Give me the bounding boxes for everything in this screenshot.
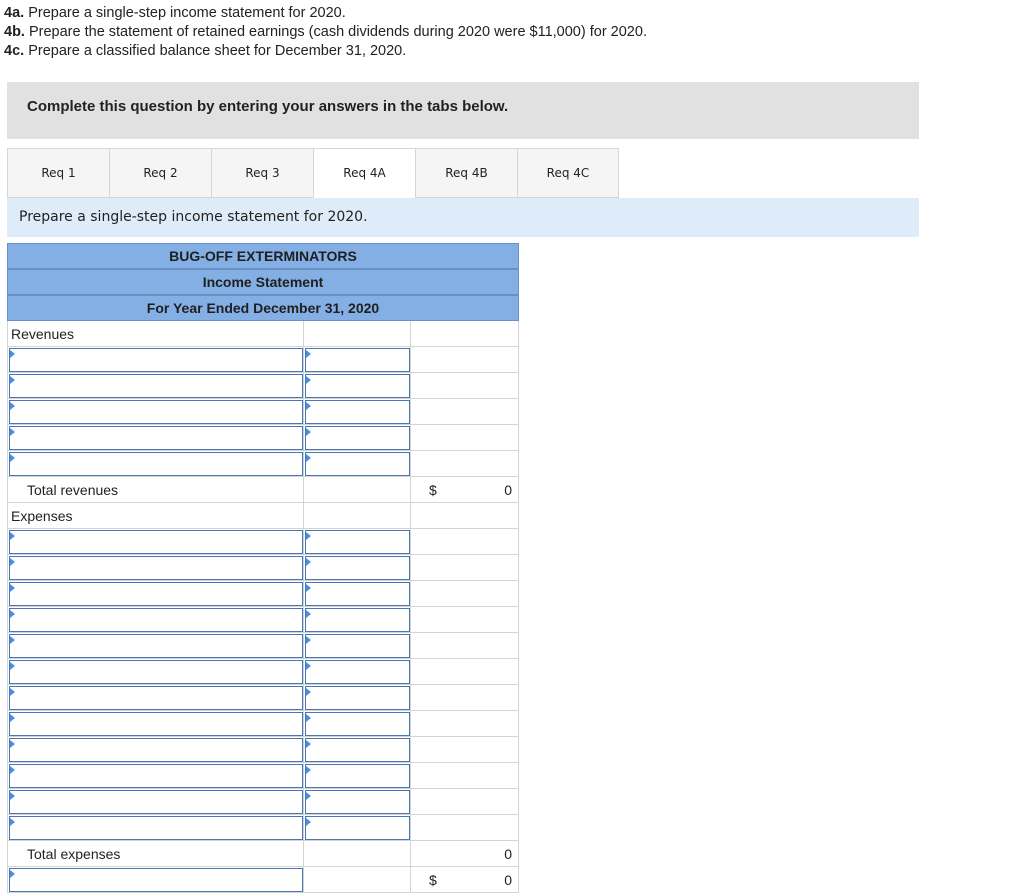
total-expenses	[7, 841, 519, 867]
expense-amount-input-8[interactable]	[305, 712, 410, 736]
expense-row	[7, 763, 519, 789]
revenue-row	[7, 425, 519, 451]
expense-row	[7, 607, 519, 633]
total-revenues-label: Total revenues	[27, 482, 119, 498]
instruction-4b: 4b. Prepare the statement of retained earnings (cash dividends during 2020 were $11,000) for 2020.	[4, 24, 647, 40]
expense-amount-input-4[interactable]	[305, 608, 410, 632]
expense-amount-input-9[interactable]	[305, 738, 410, 762]
net-income-dropdown[interactable]	[9, 868, 303, 892]
question-prompt	[7, 198, 919, 237]
revenues-heading-label: Revenues	[11, 326, 75, 342]
total-expenses-label: Total expenses	[27, 846, 121, 862]
revenue-account-dropdown-3[interactable]	[9, 400, 303, 424]
expenses-heading	[7, 503, 519, 529]
expense-row	[7, 737, 519, 763]
revenue-amount-input-2[interactable]	[305, 374, 410, 398]
expense-amount-input-2[interactable]	[305, 556, 410, 580]
revenue-row	[7, 373, 519, 399]
tab-req-1[interactable]: Req 1	[7, 148, 109, 198]
instruction-4a: 4a. Prepare a single-step income statement for 2020.	[4, 5, 346, 21]
revenue-account-dropdown-4[interactable]	[9, 426, 303, 450]
expense-account-dropdown-10[interactable]	[9, 764, 303, 788]
revenue-row	[7, 399, 519, 425]
revenue-row	[7, 451, 519, 477]
expense-amount-input-7[interactable]	[305, 686, 410, 710]
expense-row	[7, 659, 519, 685]
tab-req-2[interactable]: Req 2	[109, 148, 211, 198]
expense-row	[7, 633, 519, 659]
expense-account-dropdown-1[interactable]	[9, 530, 303, 554]
instructions	[4, 4, 647, 61]
revenues-heading	[7, 321, 519, 347]
expense-account-dropdown-9[interactable]	[9, 738, 303, 762]
tab-req-4b[interactable]: Req 4B	[415, 148, 517, 198]
revenue-account-dropdown-5[interactable]	[9, 452, 303, 476]
total-revenues-currency: $	[429, 482, 437, 498]
statement-rows	[7, 321, 519, 893]
expense-amount-input-6[interactable]	[305, 660, 410, 684]
instructions-banner	[7, 82, 919, 139]
expense-amount-input-11[interactable]	[305, 790, 410, 814]
revenue-amount-input-1[interactable]	[305, 348, 410, 372]
tab-req-4a[interactable]: Req 4A	[313, 148, 415, 198]
expense-account-dropdown-11[interactable]	[9, 790, 303, 814]
revenue-amount-input-3[interactable]	[305, 400, 410, 424]
revenue-amount-input-5[interactable]	[305, 452, 410, 476]
instruction-4c: 4c. Prepare a classified balance sheet for December 31, 2020.	[4, 43, 407, 59]
expense-account-dropdown-2[interactable]	[9, 556, 303, 580]
expense-account-dropdown-5[interactable]	[9, 634, 303, 658]
revenue-row	[7, 347, 519, 373]
expense-account-dropdown-4[interactable]	[9, 608, 303, 632]
total-revenues-value: 0	[504, 482, 512, 498]
expenses-heading-label: Expenses	[11, 508, 73, 524]
revenue-account-dropdown-1[interactable]	[9, 348, 303, 372]
expense-row	[7, 529, 519, 555]
statement-company: BUG-OFF EXTERMINATORS	[7, 243, 519, 269]
expense-row	[7, 711, 519, 737]
income-statement	[7, 243, 519, 893]
net-income-currency: $	[429, 872, 437, 888]
expense-account-dropdown-7[interactable]	[9, 686, 303, 710]
expense-row	[7, 581, 519, 607]
net-income-value: 0	[504, 872, 512, 888]
expense-amount-input-10[interactable]	[305, 764, 410, 788]
revenue-amount-input-4[interactable]	[305, 426, 410, 450]
tab-bar	[7, 148, 619, 198]
expense-account-dropdown-6[interactable]	[9, 660, 303, 684]
expense-account-dropdown-12[interactable]	[9, 816, 303, 840]
expense-amount-input-5[interactable]	[305, 634, 410, 658]
net-income	[7, 867, 519, 893]
revenue-account-dropdown-2[interactable]	[9, 374, 303, 398]
prompt-text: Prepare a single-step income statement for 2020.	[19, 209, 368, 225]
expense-row	[7, 789, 519, 815]
tab-req-3[interactable]: Req 3	[211, 148, 313, 198]
expense-amount-input-12[interactable]	[305, 816, 410, 840]
statement-period: For Year Ended December 31, 2020	[7, 295, 519, 321]
expense-amount-input-1[interactable]	[305, 530, 410, 554]
expense-account-dropdown-8[interactable]	[9, 712, 303, 736]
statement-title: Income Statement	[7, 269, 519, 295]
expense-row	[7, 815, 519, 841]
tab-req-4c[interactable]: Req 4C	[517, 148, 619, 198]
total-revenues	[7, 477, 519, 503]
total-expenses-value: 0	[504, 846, 512, 862]
expense-amount-input-3[interactable]	[305, 582, 410, 606]
expense-row	[7, 555, 519, 581]
expense-row	[7, 685, 519, 711]
banner-text: Complete this question by entering your answers in the tabs below.	[27, 98, 509, 115]
expense-account-dropdown-3[interactable]	[9, 582, 303, 606]
